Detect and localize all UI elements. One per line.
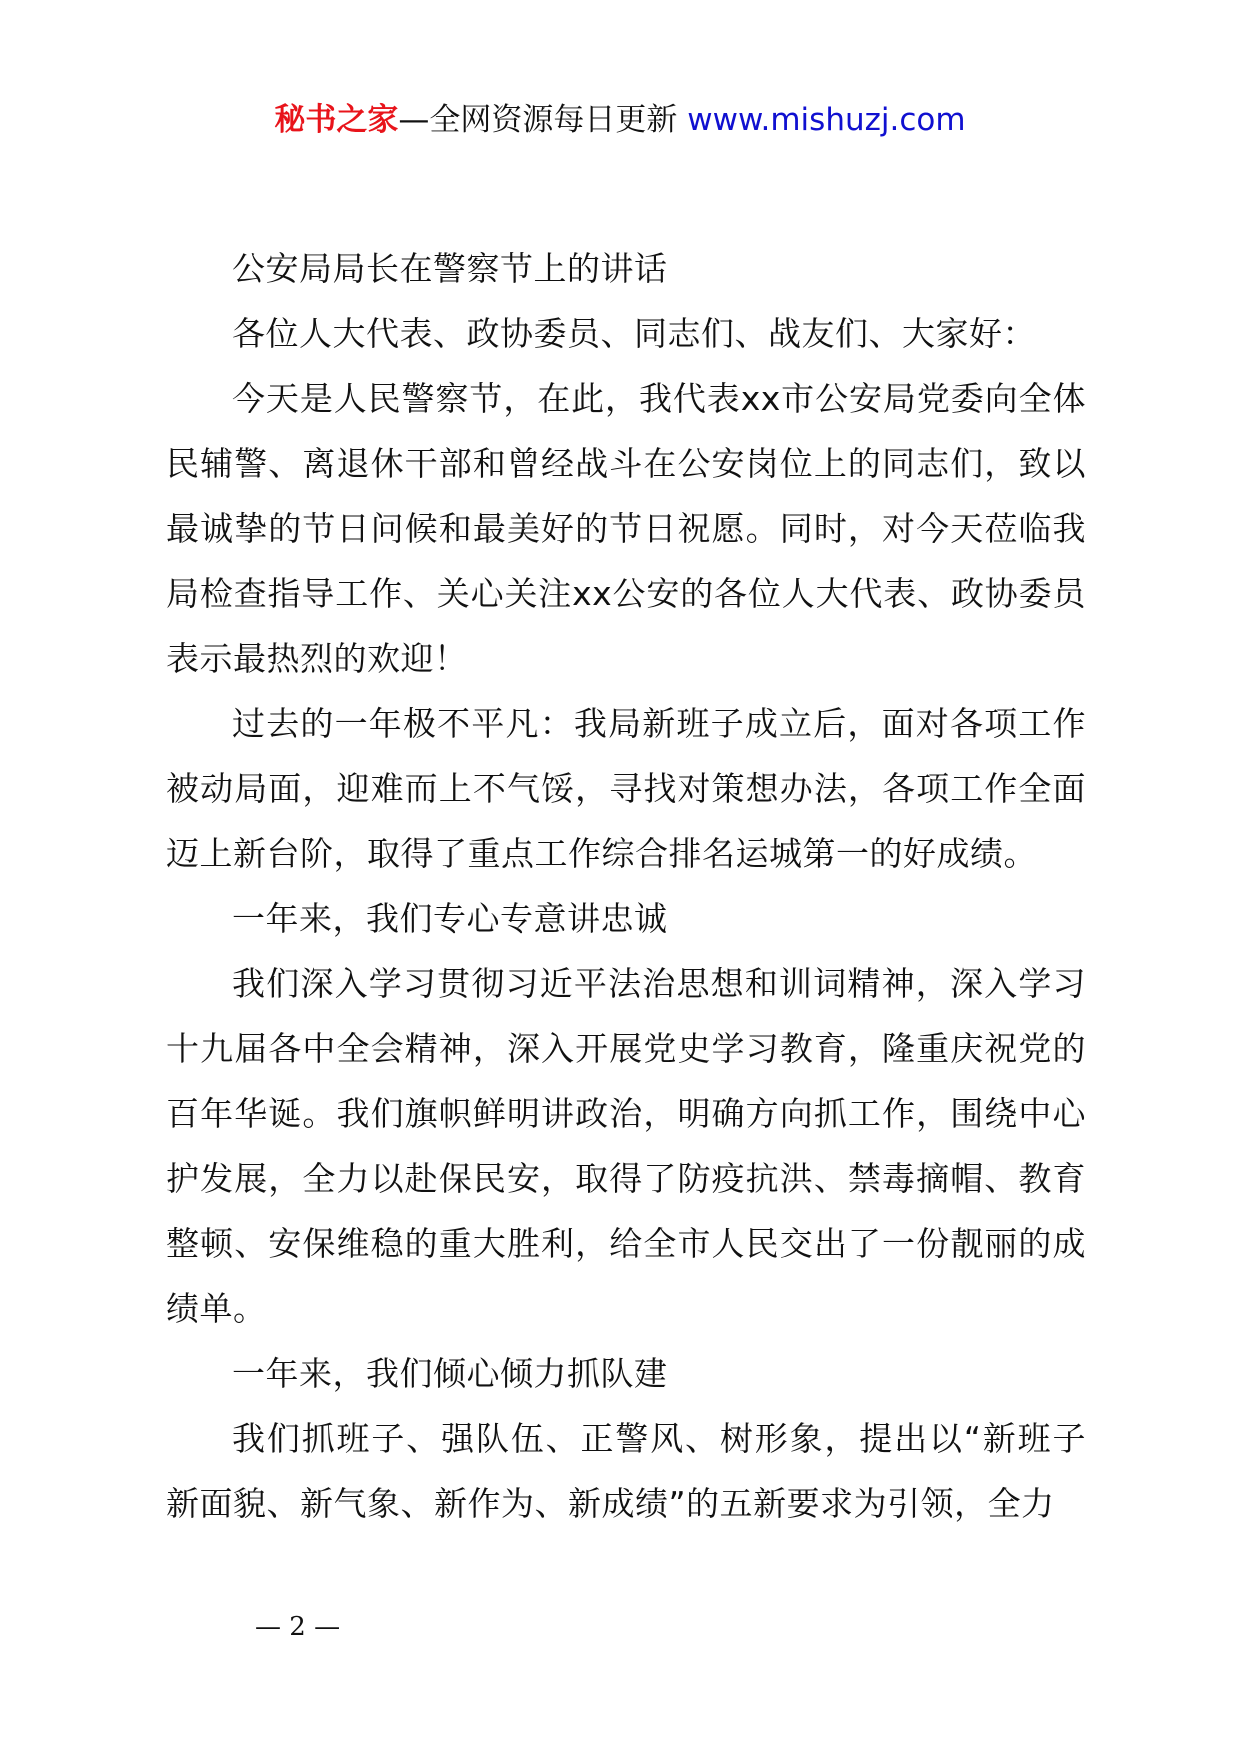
- document-title: 公安局局长在警察节上的讲话: [232, 249, 668, 288]
- page-number: — 2 —: [255, 1612, 341, 1642]
- body-paragraph: 我们抓班子、强队伍、正警风、树形象，提出以“新班子新面貌、新气象、新作为、新成绩”的五新要求为引领，全力: [166, 1419, 1086, 1523]
- body-paragraph: 今天是人民警察节，在此，我代表xx市公安局党委向全体民辅警、离退休干部和曾经战斗在公安岗位上的同志们，致以最诚挚的节日问候和最美好的节日祝愿。同时，对今天莅临我局检查指导工作、关心关注xx公安的各位人大代表、政协委员表示最热烈的欢迎！: [166, 379, 1086, 678]
- section-heading: 一年来，我们倾心倾力抓队建: [232, 1354, 668, 1393]
- salutation-paragraph: 各位人大代表、政协委员、同志们、战友们、大家好：: [232, 314, 1036, 353]
- brand-name: 秘书之家: [274, 102, 399, 138]
- site-header: [0, 100, 1240, 140]
- site-url[interactable]: www.mishuzj.com: [687, 102, 966, 138]
- body-paragraph: 我们深入学习贯彻习近平法治思想和训词精神，深入学习十九届各中全会精神，深入开展党史学习教育，隆重庆祝党的百年华诞。我们旗帜鲜明讲政治，明确方向抓工作，围绕中心护发展，全力以赴保民安，取得了防疫抗洪、禁毒摘帽、教育整顿、安保维稳的重大胜利，给全市人民交出了一份靓丽的成绩单。: [166, 964, 1086, 1328]
- header-tagline: —全网资源每日更新: [398, 102, 688, 138]
- body-paragraph: 过去的一年极不平凡：我局新班子成立后，面对各项工作被动局面，迎难而上不气馁，寻找对策想办法，各项工作全面迈上新台阶，取得了重点工作综合排名运城第一的好成绩。: [166, 704, 1086, 873]
- section-heading: 一年来，我们专心专意讲忠诚: [232, 899, 668, 938]
- document-body: [166, 236, 1086, 1536]
